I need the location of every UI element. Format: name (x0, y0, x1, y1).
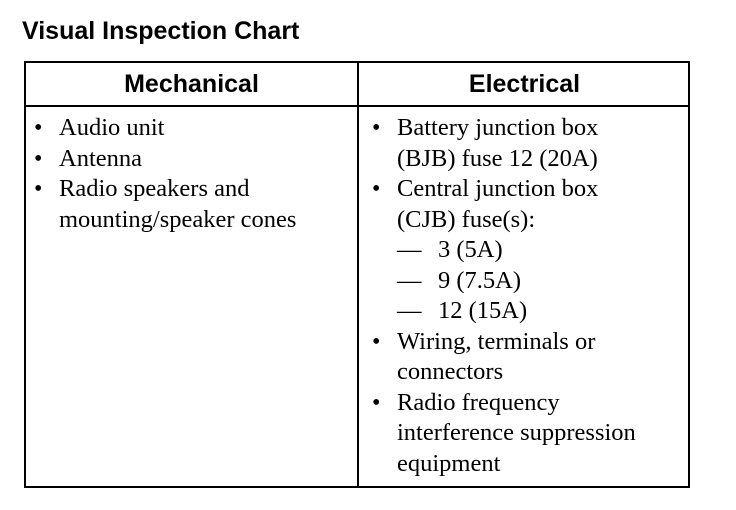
list-item-text: Antenna (59, 144, 142, 172)
dash-icon: — (397, 236, 422, 263)
bullet-icon: • (372, 389, 381, 416)
electrical-column-header: Electrical (468, 69, 581, 98)
list-item-continuation: (CJB) fuse(s): (397, 205, 536, 233)
bullet-icon: • (372, 176, 381, 202)
list-item-text: Radio speakers and (59, 175, 250, 202)
sub-item-text: 3 (5A) (438, 236, 503, 263)
list-item-text: Central junction box (397, 175, 599, 202)
dash-icon: — (397, 297, 422, 324)
list-item-text: Wiring, terminals or (397, 327, 596, 355)
dash-icon: — (397, 266, 422, 294)
list-item-continuation: connectors (397, 358, 504, 385)
bullet-icon: • (372, 328, 381, 355)
list-item-text: Battery junction box (397, 114, 599, 141)
inspection-table (24, 61, 690, 488)
header-divider (26, 105, 688, 107)
page-title: Visual Inspection Chart (22, 17, 300, 45)
list-item-text: Radio frequency (397, 388, 560, 416)
column-divider (357, 63, 359, 486)
list-item-continuation: equipment (397, 449, 501, 477)
mechanical-column-header: Mechanical (124, 69, 259, 98)
bullet-icon: • (34, 115, 43, 141)
sub-item-text: 12 (15A) (438, 297, 528, 324)
list-item-text: Audio unit (59, 114, 165, 141)
bullet-icon: • (372, 115, 381, 141)
sub-item-text: 9 (7.5A) (438, 266, 522, 294)
list-item-continuation: interference suppression (397, 419, 636, 446)
list-item-continuation: (BJB) fuse 12 (20A) (397, 144, 598, 172)
bullet-icon: • (34, 176, 43, 202)
list-item-continuation: mounting/speaker cones (59, 205, 297, 233)
bullet-icon: • (34, 145, 43, 172)
